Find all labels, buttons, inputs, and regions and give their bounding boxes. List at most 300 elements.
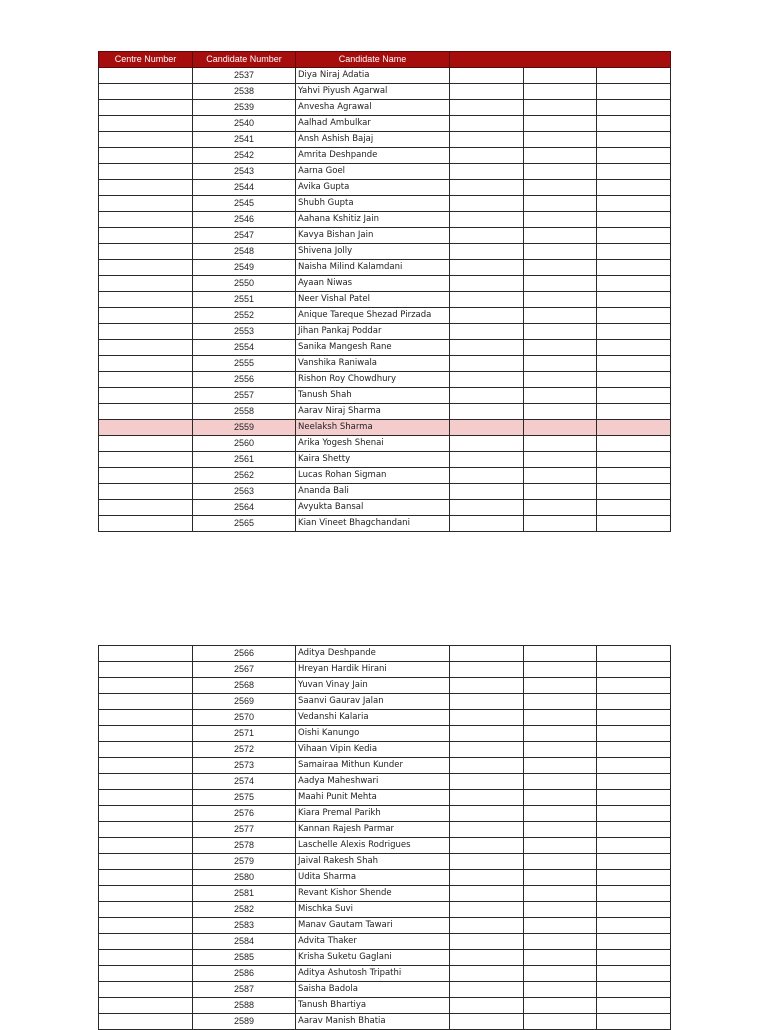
blank-cell [597,420,671,436]
blank-cell [524,966,597,982]
blank-cell [450,420,524,436]
blank-cell [597,950,671,966]
blank-cell [450,516,524,532]
centre-number-cell [99,646,193,662]
table-row [99,726,671,742]
candidate-name-cell: Saisha Badola [296,982,450,998]
blank-cell [597,452,671,468]
table-row [99,420,671,436]
table-row [99,500,671,516]
centre-number-cell [99,694,193,710]
centre-number-cell [99,372,193,388]
blank-cell [597,132,671,148]
centre-number-cell [99,710,193,726]
blank-cell [597,468,671,484]
blank-cell [524,886,597,902]
blank-cell [524,758,597,774]
candidate-name-cell: Aarna Goel [296,164,450,180]
candidate-number-cell: 2555 [193,356,296,372]
blank-cell [524,918,597,934]
table-row [99,244,671,260]
candidate-name-cell: Kiara Premal Parikh [296,806,450,822]
blank-cell [597,356,671,372]
table-row [99,854,671,870]
candidate-name-cell: Avyukta Bansal [296,500,450,516]
candidate-table-2 [98,645,671,1030]
centre-number-cell [99,822,193,838]
blank-cell [524,292,597,308]
candidate-number-cell: 2544 [193,180,296,196]
candidate-number-cell: 2573 [193,758,296,774]
blank-cell [597,68,671,84]
blank-cell [450,886,524,902]
candidate-name-cell: Tanush Bhartiya [296,998,450,1014]
candidate-name-cell: Aarav Manish Bhatia [296,1014,450,1030]
table-row [99,116,671,132]
candidate-name-cell: Aalhad Ambulkar [296,116,450,132]
blank-cell [597,838,671,854]
candidate-name-cell: Neer Vishal Patel [296,292,450,308]
blank-cell [450,646,524,662]
candidate-number-cell: 2549 [193,260,296,276]
centre-number-cell [99,260,193,276]
candidate-number-cell: 2551 [193,292,296,308]
candidate-name-cell: Neelaksh Sharma [296,420,450,436]
blank-cell [524,678,597,694]
blank-cell [450,452,524,468]
table-row [99,918,671,934]
blank-cell [597,694,671,710]
centre-number-cell [99,854,193,870]
table-row [99,468,671,484]
candidate-number-cell: 2576 [193,806,296,822]
blank-cell [450,790,524,806]
blank-cell [450,806,524,822]
centre-number-cell [99,228,193,244]
table-row [99,646,671,662]
candidate-number-cell: 2571 [193,726,296,742]
candidate-number-cell: 2564 [193,500,296,516]
table-row [99,710,671,726]
table-row [99,982,671,998]
blank-cell [450,372,524,388]
centre-number-cell [99,998,193,1014]
candidate-number-cell: 2539 [193,100,296,116]
candidate-name-cell: Arika Yogesh Shenai [296,436,450,452]
table-row [99,164,671,180]
candidate-name-cell: Laschelle Alexis Rodrigues [296,838,450,854]
table-row [99,870,671,886]
centre-number-cell [99,244,193,260]
table-row [99,790,671,806]
blank-cell [450,742,524,758]
blank-cell [524,774,597,790]
header-candidate-name: Candidate Name [296,52,450,68]
candidate-name-cell: Aarav Niraj Sharma [296,404,450,420]
blank-cell [524,484,597,500]
centre-number-cell [99,436,193,452]
candidate-number-cell: 2582 [193,902,296,918]
blank-cell [524,196,597,212]
candidate-name-cell: Revant Kishor Shende [296,886,450,902]
blank-cell [450,164,524,180]
centre-number-cell [99,918,193,934]
blank-cell [524,276,597,292]
candidate-number-cell: 2570 [193,710,296,726]
candidate-number-cell: 2568 [193,678,296,694]
blank-cell [524,950,597,966]
candidate-number-cell: 2586 [193,966,296,982]
candidate-number-cell: 2587 [193,982,296,998]
blank-cell [450,244,524,260]
blank-cell [597,822,671,838]
blank-cell [597,164,671,180]
candidate-name-cell: Saanvi Gaurav Jalan [296,694,450,710]
candidate-number-cell: 2560 [193,436,296,452]
table-row [99,950,671,966]
candidate-name-cell: Aahana Kshitiz Jain [296,212,450,228]
centre-number-cell [99,324,193,340]
blank-cell [450,388,524,404]
table-body-2 [99,646,671,1030]
blank-cell [450,662,524,678]
table-row [99,662,671,678]
blank-cell [450,324,524,340]
blank-cell [597,308,671,324]
table-row [99,148,671,164]
candidate-number-cell: 2559 [193,420,296,436]
centre-number-cell [99,84,193,100]
candidate-name-cell: Udita Sharma [296,870,450,886]
blank-cell [524,356,597,372]
blank-cell [450,276,524,292]
blank-cell [597,116,671,132]
candidate-name-cell: Shivena Jolly [296,244,450,260]
blank-cell [597,726,671,742]
table-row [99,838,671,854]
centre-number-cell [99,678,193,694]
blank-cell [524,260,597,276]
candidate-name-cell: Oishi Kanungo [296,726,450,742]
table-row [99,806,671,822]
centre-number-cell [99,966,193,982]
table-row [99,372,671,388]
centre-number-cell [99,452,193,468]
blank-cell [450,950,524,966]
header-blank-cell [450,52,671,68]
candidate-number-cell: 2557 [193,388,296,404]
blank-cell [597,662,671,678]
table-row [99,694,671,710]
centre-number-cell [99,1014,193,1030]
candidate-number-cell: 2546 [193,212,296,228]
blank-cell [597,228,671,244]
candidate-number-cell: 2545 [193,196,296,212]
centre-number-cell [99,870,193,886]
table-row [99,678,671,694]
table-row [99,902,671,918]
candidate-name-cell: Kian Vineet Bhagchandani [296,516,450,532]
blank-cell [524,934,597,950]
candidate-number-cell: 2542 [193,148,296,164]
centre-number-cell [99,388,193,404]
candidate-number-cell: 2569 [193,694,296,710]
candidate-number-cell: 2552 [193,308,296,324]
blank-cell [597,148,671,164]
candidate-number-cell: 2550 [193,276,296,292]
blank-cell [597,886,671,902]
table-row [99,822,671,838]
blank-cell [450,726,524,742]
blank-cell [597,918,671,934]
blank-cell [524,790,597,806]
candidate-number-cell: 2565 [193,516,296,532]
blank-cell [524,100,597,116]
candidate-name-cell: Krisha Suketu Gaglani [296,950,450,966]
blank-cell [524,710,597,726]
centre-number-cell [99,806,193,822]
table-row [99,886,671,902]
centre-number-cell [99,790,193,806]
blank-cell [597,678,671,694]
blank-cell [524,902,597,918]
blank-cell [597,404,671,420]
candidate-name-cell: Avika Gupta [296,180,450,196]
centre-number-cell [99,982,193,998]
candidate-name-cell: Kavya Bishan Jain [296,228,450,244]
blank-cell [524,212,597,228]
candidate-name-cell: Maahi Punit Mehta [296,790,450,806]
table-row [99,276,671,292]
table-row [99,388,671,404]
table-row [99,452,671,468]
header-candidate-number: Candidate Number [193,52,296,68]
blank-cell [450,148,524,164]
blank-cell [597,516,671,532]
candidate-name-cell: Hreyan Hardik Hirani [296,662,450,678]
blank-cell [450,68,524,84]
blank-cell [597,742,671,758]
table-row [99,758,671,774]
table-row [99,774,671,790]
candidate-number-cell: 2589 [193,1014,296,1030]
blank-cell [450,260,524,276]
blank-cell [597,340,671,356]
table-row [99,260,671,276]
blank-cell [597,806,671,822]
blank-cell [450,180,524,196]
blank-cell [597,854,671,870]
candidate-name-cell: Jihan Pankaj Poddar [296,324,450,340]
candidate-name-cell: Samairaa Mithun Kunder [296,758,450,774]
candidate-number-cell: 2540 [193,116,296,132]
centre-number-cell [99,116,193,132]
blank-cell [524,822,597,838]
candidate-number-cell: 2575 [193,790,296,806]
centre-number-cell [99,276,193,292]
centre-number-cell [99,934,193,950]
candidate-table-1 [98,51,671,532]
centre-number-cell [99,484,193,500]
blank-cell [524,694,597,710]
blank-cell [450,84,524,100]
candidate-name-cell: Ayaan Niwas [296,276,450,292]
blank-cell [450,870,524,886]
table-row [99,228,671,244]
candidate-number-cell: 2548 [193,244,296,260]
blank-cell [450,838,524,854]
blank-cell [450,340,524,356]
blank-cell [450,822,524,838]
candidate-number-cell: 2577 [193,822,296,838]
blank-cell [524,68,597,84]
candidate-name-cell: Naisha Milind Kalamdani [296,260,450,276]
candidate-name-cell: Tanush Shah [296,388,450,404]
blank-cell [450,678,524,694]
table-row [99,356,671,372]
table-row [99,292,671,308]
candidate-name-cell: Mischka Suvi [296,902,450,918]
blank-cell [524,646,597,662]
blank-cell [524,500,597,516]
blank-cell [524,148,597,164]
table-row [99,180,671,196]
blank-cell [597,870,671,886]
candidate-name-cell: Jaival Rakesh Shah [296,854,450,870]
blank-cell [597,998,671,1014]
table-row [99,742,671,758]
blank-cell [524,308,597,324]
blank-cell [450,404,524,420]
candidate-number-cell: 2583 [193,918,296,934]
candidate-name-cell: Vanshika Raniwala [296,356,450,372]
blank-cell [524,324,597,340]
blank-cell [450,854,524,870]
candidate-number-cell: 2558 [193,404,296,420]
table-row [99,516,671,532]
centre-number-cell [99,212,193,228]
candidate-name-cell: Amrita Deshpande [296,148,450,164]
candidate-number-cell: 2572 [193,742,296,758]
table-row [99,132,671,148]
centre-number-cell [99,404,193,420]
table-row [99,100,671,116]
centre-number-cell [99,516,193,532]
candidate-number-cell: 2578 [193,838,296,854]
blank-cell [450,100,524,116]
blank-cell [597,196,671,212]
blank-cell [524,388,597,404]
blank-cell [524,806,597,822]
centre-number-cell [99,902,193,918]
candidate-name-cell: Anvesha Agrawal [296,100,450,116]
blank-cell [524,838,597,854]
table-row [99,68,671,84]
candidate-name-cell: Lucas Rohan Sigman [296,468,450,484]
blank-cell [597,934,671,950]
blank-cell [450,774,524,790]
table-row [99,436,671,452]
candidate-number-cell: 2580 [193,870,296,886]
blank-cell [597,646,671,662]
blank-cell [524,340,597,356]
candidate-number-cell: 2563 [193,484,296,500]
blank-cell [597,372,671,388]
blank-cell [597,966,671,982]
blank-cell [524,84,597,100]
blank-cell [524,420,597,436]
table-row [99,212,671,228]
centre-number-cell [99,758,193,774]
blank-cell [597,902,671,918]
candidate-name-cell: Rishon Roy Chowdhury [296,372,450,388]
table-row [99,404,671,420]
blank-cell [524,244,597,260]
centre-number-cell [99,662,193,678]
blank-cell [450,228,524,244]
table-row [99,998,671,1014]
blank-cell [597,244,671,260]
blank-cell [524,982,597,998]
candidate-number-cell: 2585 [193,950,296,966]
centre-number-cell [99,838,193,854]
candidate-number-cell: 2556 [193,372,296,388]
blank-cell [597,790,671,806]
centre-number-cell [99,308,193,324]
candidate-name-cell: Yuvan Vinay Jain [296,678,450,694]
centre-number-cell [99,886,193,902]
centre-number-cell [99,100,193,116]
blank-cell [450,998,524,1014]
blank-cell [450,934,524,950]
candidate-name-cell: Aditya Ashutosh Tripathi [296,966,450,982]
blank-cell [597,710,671,726]
centre-number-cell [99,726,193,742]
blank-cell [450,292,524,308]
blank-cell [524,662,597,678]
candidate-number-cell: 2562 [193,468,296,484]
table-row [99,308,671,324]
candidate-name-cell: Vedanshi Kalaria [296,710,450,726]
blank-cell [597,436,671,452]
blank-cell [524,870,597,886]
blank-cell [450,356,524,372]
blank-cell [597,758,671,774]
blank-cell [597,774,671,790]
blank-cell [524,452,597,468]
candidate-number-cell: 2543 [193,164,296,180]
blank-cell [450,500,524,516]
blank-cell [450,132,524,148]
candidate-number-cell: 2538 [193,84,296,100]
candidate-number-cell: 2547 [193,228,296,244]
blank-cell [597,100,671,116]
blank-cell [524,132,597,148]
blank-cell [597,500,671,516]
table-row [99,196,671,212]
blank-cell [524,164,597,180]
candidate-name-cell: Anique Tareque Shezad Pirzada [296,308,450,324]
blank-cell [597,982,671,998]
blank-cell [450,116,524,132]
blank-cell [450,212,524,228]
blank-cell [597,212,671,228]
centre-number-cell [99,196,193,212]
table-row [99,340,671,356]
blank-cell [524,228,597,244]
candidate-name-cell: Advita Thaker [296,934,450,950]
blank-cell [524,404,597,420]
